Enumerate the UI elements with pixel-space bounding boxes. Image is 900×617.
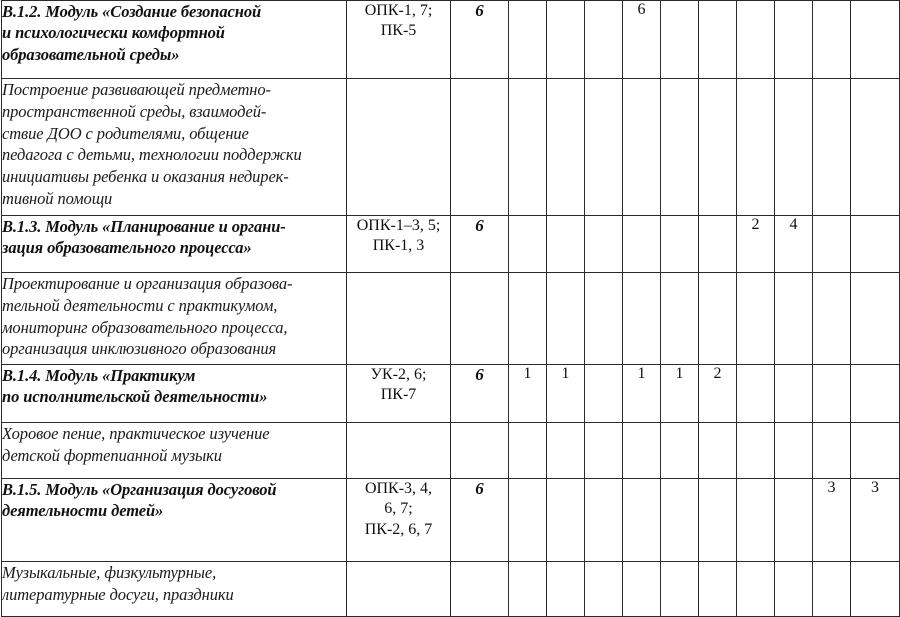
competency-code-line: ПК-2, 6, 7 bbox=[364, 520, 433, 538]
total-hours-cell: 6 bbox=[451, 479, 509, 562]
module-description-line: тивной помощи bbox=[2, 188, 113, 208]
semester-cell bbox=[585, 1, 623, 79]
semester-cell bbox=[737, 562, 775, 617]
semester-cell: 4 bbox=[775, 216, 813, 273]
semester-cell bbox=[509, 1, 547, 79]
semester-cell bbox=[509, 216, 547, 273]
table-row bbox=[2, 365, 900, 423]
semester-cell bbox=[775, 365, 813, 423]
semester-cell: 1 bbox=[661, 365, 699, 423]
table-row bbox=[2, 1, 900, 79]
semester-cell bbox=[661, 79, 699, 216]
semester-cell bbox=[851, 423, 900, 479]
module-description-cell bbox=[2, 273, 347, 365]
semester-cell bbox=[699, 1, 737, 79]
competency-code-line: ОПК-1–3, 5; bbox=[356, 217, 441, 234]
semester-cell bbox=[775, 79, 813, 216]
semester-cell bbox=[737, 1, 775, 79]
semester-cell bbox=[623, 479, 661, 562]
module-description-line: детской фортепианной музыки bbox=[2, 445, 222, 465]
semester-cell bbox=[775, 273, 813, 365]
semester-cell bbox=[851, 365, 900, 423]
competency-codes-cell bbox=[347, 273, 451, 365]
competency-codes-cell bbox=[347, 216, 451, 273]
semester-cell bbox=[851, 562, 900, 617]
module-title-cell bbox=[2, 216, 347, 273]
module-title-line: В.1.2. Модуль «Создание безопасной bbox=[2, 2, 262, 21]
competency-codes-cell bbox=[347, 562, 451, 617]
semester-cell bbox=[699, 216, 737, 273]
competency-code-line: УК-2, 6; bbox=[370, 366, 427, 383]
module-title-line: образовательной среды» bbox=[2, 44, 180, 64]
total-hours-cell bbox=[451, 79, 509, 216]
competency-codes-cell bbox=[347, 79, 451, 216]
competency-code-line: ПК-7 bbox=[380, 386, 417, 404]
semester-cell: 1 bbox=[547, 365, 585, 423]
module-title-line: и психологически комфортной bbox=[2, 23, 225, 43]
competency-codes-cell bbox=[347, 1, 451, 79]
semester-cell: 1 bbox=[509, 365, 547, 423]
semester-cell bbox=[661, 216, 699, 273]
total-hours-cell bbox=[451, 423, 509, 479]
module-description-line: пространственной среды, взаимодей- bbox=[2, 101, 267, 121]
semester-cell bbox=[661, 562, 699, 617]
table-row bbox=[2, 79, 900, 216]
module-description-line: Проектирование и организация образова- bbox=[2, 274, 293, 293]
module-description-line: мониторинг образовательного процесса, bbox=[2, 317, 288, 337]
semester-cell bbox=[585, 273, 623, 365]
semester-cell bbox=[509, 273, 547, 365]
module-description-line: педагога с детьми, технологии поддержки bbox=[2, 145, 302, 165]
semester-cell bbox=[547, 79, 585, 216]
semester-cell bbox=[737, 365, 775, 423]
semester-cell bbox=[813, 423, 851, 479]
semester-cell bbox=[699, 479, 737, 562]
module-title-line: по исполнительской деятельности» bbox=[2, 387, 268, 407]
table-row bbox=[2, 423, 900, 479]
semester-cell bbox=[509, 423, 547, 479]
semester-cell bbox=[699, 423, 737, 479]
semester-cell bbox=[661, 479, 699, 562]
semester-cell bbox=[623, 216, 661, 273]
module-description-cell bbox=[2, 562, 347, 617]
module-title-cell bbox=[2, 1, 347, 79]
semester-cell bbox=[623, 79, 661, 216]
semester-cell bbox=[813, 365, 851, 423]
module-description-line: инициативы ребенка и оказания недирек- bbox=[2, 167, 289, 187]
curriculum-table bbox=[1, 0, 900, 617]
module-description-line: тельной деятельности с практикумом, bbox=[2, 295, 278, 315]
semester-cell bbox=[547, 423, 585, 479]
semester-cell bbox=[661, 273, 699, 365]
semester-cell bbox=[585, 365, 623, 423]
semester-cell bbox=[547, 216, 585, 273]
semester-cell bbox=[737, 423, 775, 479]
semester-cell bbox=[851, 79, 900, 216]
table-row bbox=[2, 273, 900, 365]
semester-cell bbox=[661, 423, 699, 479]
competency-code-line: 6, 7; bbox=[384, 500, 413, 518]
semester-cell bbox=[737, 79, 775, 216]
semester-cell: 2 bbox=[737, 216, 775, 273]
semester-cell bbox=[661, 1, 699, 79]
table-row bbox=[2, 562, 900, 617]
semester-cell: 1 bbox=[623, 365, 661, 423]
semester-cell bbox=[547, 1, 585, 79]
competency-code-line: ОПК-3, 4, bbox=[364, 480, 433, 497]
total-hours-cell: 6 bbox=[451, 1, 509, 79]
module-description-line: ствие ДОО с родителями, общение bbox=[2, 123, 249, 143]
semester-cell: 2 bbox=[699, 365, 737, 423]
module-description-line: литературные досуги, праздники bbox=[2, 584, 234, 604]
semester-cell bbox=[585, 479, 623, 562]
competency-code-line: ОПК-1, 7; bbox=[364, 2, 433, 19]
semester-cell: 3 bbox=[813, 479, 851, 562]
semester-cell bbox=[737, 273, 775, 365]
semester-cell bbox=[851, 1, 900, 79]
total-hours-cell bbox=[451, 562, 509, 617]
competency-codes-cell bbox=[347, 479, 451, 562]
module-description-cell bbox=[2, 423, 347, 479]
semester-cell bbox=[813, 562, 851, 617]
semester-cell bbox=[585, 423, 623, 479]
semester-cell bbox=[509, 79, 547, 216]
table-body bbox=[2, 1, 900, 617]
semester-cell: 3 bbox=[851, 479, 900, 562]
semester-cell bbox=[813, 79, 851, 216]
semester-cell bbox=[623, 273, 661, 365]
semester-cell bbox=[623, 562, 661, 617]
total-hours-cell: 6 bbox=[451, 216, 509, 273]
semester-cell bbox=[737, 479, 775, 562]
table-row bbox=[2, 216, 900, 273]
module-description-line: Хоровое пение, практическое изучение bbox=[2, 424, 270, 443]
total-hours-cell: 6 bbox=[451, 365, 509, 423]
semester-cell bbox=[547, 479, 585, 562]
semester-cell bbox=[699, 79, 737, 216]
semester-cell bbox=[775, 423, 813, 479]
semester-cell bbox=[585, 216, 623, 273]
module-title-cell bbox=[2, 365, 347, 423]
semester-cell bbox=[775, 562, 813, 617]
module-description-line: Построение развивающей предметно- bbox=[2, 80, 271, 99]
module-title-cell bbox=[2, 479, 347, 562]
semester-cell bbox=[813, 273, 851, 365]
semester-cell bbox=[699, 562, 737, 617]
competency-code-line: ПК-5 bbox=[380, 22, 417, 40]
semester-cell bbox=[813, 1, 851, 79]
semester-cell bbox=[585, 562, 623, 617]
module-description-line: Музыкальные, физкультурные, bbox=[2, 563, 217, 582]
module-title-line: деятельности детей» bbox=[2, 501, 164, 521]
semester-cell bbox=[547, 273, 585, 365]
module-description-line: организация инклюзивного образования bbox=[2, 339, 277, 359]
module-title-line: В.1.5. Модуль «Организация досуговой bbox=[2, 480, 277, 499]
module-description-cell bbox=[2, 79, 347, 216]
semester-cell bbox=[509, 562, 547, 617]
module-title-line: зация образовательного процесса» bbox=[2, 238, 252, 258]
semester-cell bbox=[813, 216, 851, 273]
module-title-line: В.1.3. Модуль «Планирование и органи- bbox=[2, 217, 286, 236]
table-row bbox=[2, 479, 900, 562]
competency-codes-cell bbox=[347, 423, 451, 479]
semester-cell bbox=[775, 1, 813, 79]
competency-code-line: ПК-1, 3 bbox=[372, 237, 425, 255]
total-hours-cell bbox=[451, 273, 509, 365]
semester-cell: 6 bbox=[623, 1, 661, 79]
semester-cell bbox=[775, 479, 813, 562]
semester-cell bbox=[623, 423, 661, 479]
module-title-line: В.1.4. Модуль «Практикум bbox=[2, 366, 196, 385]
semester-cell bbox=[547, 562, 585, 617]
competency-codes-cell bbox=[347, 365, 451, 423]
semester-cell bbox=[851, 216, 900, 273]
semester-cell bbox=[699, 273, 737, 365]
semester-cell bbox=[585, 79, 623, 216]
semester-cell bbox=[509, 479, 547, 562]
semester-cell bbox=[851, 273, 900, 365]
